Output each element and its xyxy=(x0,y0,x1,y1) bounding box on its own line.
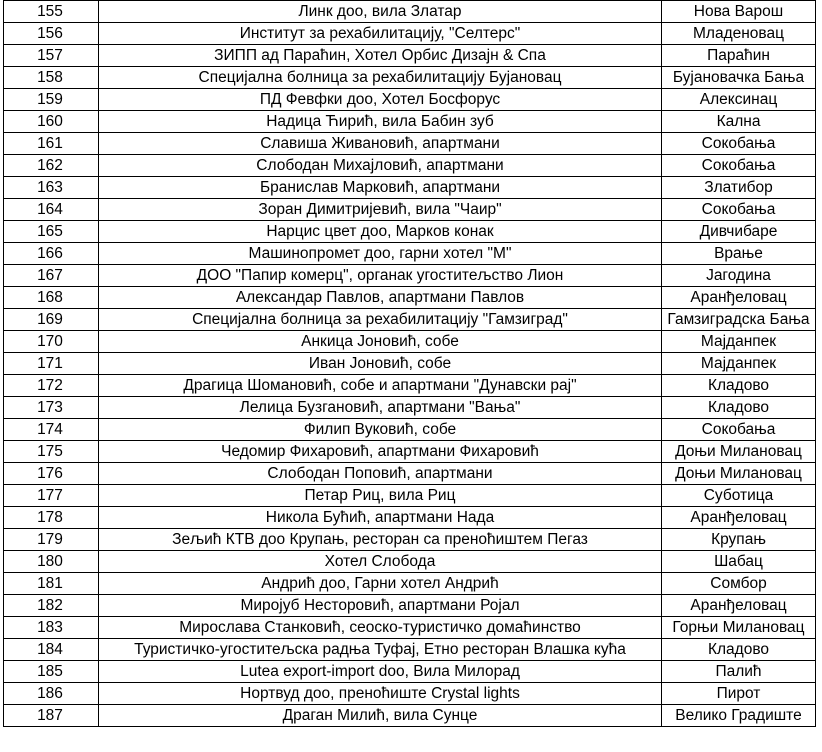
row-number: 185 xyxy=(4,661,99,683)
establishment-name: Чедомир Фихаровић, апартмани Фихаровић xyxy=(99,441,662,463)
table-row xyxy=(4,595,816,617)
row-number: 158 xyxy=(4,67,99,89)
place-name: Бујановачка Бања xyxy=(662,67,816,89)
establishment-name: Лелица Бузгановић, апартмани "Вања" xyxy=(99,397,662,419)
table-row xyxy=(4,551,816,573)
place-name: Суботица xyxy=(662,485,816,507)
establishment-name: Миројуб Несторовић, апартмани Ројал xyxy=(99,595,662,617)
table-row xyxy=(4,133,816,155)
establishment-name: Нарцис цвет доо, Марков конак xyxy=(99,221,662,243)
row-number: 176 xyxy=(4,463,99,485)
table-row xyxy=(4,89,816,111)
establishment-name: Специјална болница за рехабилитацију "Гамзиград" xyxy=(99,309,662,331)
establishment-name: Славиша Живановић, апартмани xyxy=(99,133,662,155)
row-number: 156 xyxy=(4,23,99,45)
table-row xyxy=(4,485,816,507)
establishment-name: Зељић КТВ доо Крупањ, ресторан са преноћиштем Пегаз xyxy=(99,529,662,551)
row-number: 160 xyxy=(4,111,99,133)
place-name: Сокобања xyxy=(662,419,816,441)
table-row xyxy=(4,67,816,89)
table-row xyxy=(4,463,816,485)
table-row xyxy=(4,639,816,661)
establishment-name: Драган Милић, вила Сунце xyxy=(99,705,662,727)
place-name: Мајданпек xyxy=(662,353,816,375)
table-row xyxy=(4,419,816,441)
place-name: Доњи Милановац xyxy=(662,441,816,463)
place-name: Палић xyxy=(662,661,816,683)
place-name: Младеновац xyxy=(662,23,816,45)
row-number: 171 xyxy=(4,353,99,375)
establishment-name: Lutea export-import doo, Вила Милорад xyxy=(99,661,662,683)
row-number: 179 xyxy=(4,529,99,551)
row-number: 181 xyxy=(4,573,99,595)
establishment-name: Мирослава Станковић, сеоско-туристичко домаћинство xyxy=(99,617,662,639)
place-name: Крупањ xyxy=(662,529,816,551)
establishment-name: ДОО "Папир комерц", органак угоститељство Лион xyxy=(99,265,662,287)
establishment-name: Линк доо, вила Златар xyxy=(99,1,662,23)
row-number: 163 xyxy=(4,177,99,199)
table-row xyxy=(4,155,816,177)
row-number: 166 xyxy=(4,243,99,265)
place-name: Доњи Милановац xyxy=(662,463,816,485)
table-row xyxy=(4,111,816,133)
establishment-name: Андрић доо, Гарни хотел Андрић xyxy=(99,573,662,595)
row-number: 172 xyxy=(4,375,99,397)
place-name: Мајданпек xyxy=(662,331,816,353)
establishment-name: Иван Јоновић, собе xyxy=(99,353,662,375)
establishment-name: ПД Февфки доо, Хотел Босфорус xyxy=(99,89,662,111)
establishment-name: Хотел Слобода xyxy=(99,551,662,573)
place-name: Пирот xyxy=(662,683,816,705)
place-name: Кладово xyxy=(662,375,816,397)
establishment-name: Слободан Поповић, апартмани xyxy=(99,463,662,485)
place-name: Сокобања xyxy=(662,199,816,221)
table-row xyxy=(4,507,816,529)
place-name: Кална xyxy=(662,111,816,133)
establishment-name: Петар Риц, вила Риц xyxy=(99,485,662,507)
establishment-name: Анкица Јоновић, собе xyxy=(99,331,662,353)
table-row xyxy=(4,265,816,287)
table-row xyxy=(4,573,816,595)
row-number: 162 xyxy=(4,155,99,177)
table-row xyxy=(4,353,816,375)
place-name: Дивчибаре xyxy=(662,221,816,243)
place-name: Аранђеловац xyxy=(662,507,816,529)
place-name: Нова Варош xyxy=(662,1,816,23)
place-name: Кладово xyxy=(662,397,816,419)
row-number: 155 xyxy=(4,1,99,23)
establishment-name: Бранислав Марковић, апартмани xyxy=(99,177,662,199)
place-name: Врање xyxy=(662,243,816,265)
table-row xyxy=(4,309,816,331)
table-row xyxy=(4,1,816,23)
establishment-name: Машинопромет доо, гарни хотел "М" xyxy=(99,243,662,265)
row-number: 174 xyxy=(4,419,99,441)
table-row xyxy=(4,529,816,551)
row-number: 187 xyxy=(4,705,99,727)
row-number: 177 xyxy=(4,485,99,507)
place-name: Алексинац xyxy=(662,89,816,111)
table-row xyxy=(4,397,816,419)
establishment-name: Драгица Шомановић, собе и апартмани "Дунавски рај" xyxy=(99,375,662,397)
row-number: 186 xyxy=(4,683,99,705)
row-number: 164 xyxy=(4,199,99,221)
establishment-name: Институт за рехабилитацију, "Селтерс" xyxy=(99,23,662,45)
row-number: 168 xyxy=(4,287,99,309)
establishment-name: Слободан Михајловић, апартмани xyxy=(99,155,662,177)
table-row xyxy=(4,221,816,243)
establishment-name: Александар Павлов, апартмани Павлов xyxy=(99,287,662,309)
place-name: Шабац xyxy=(662,551,816,573)
table-row xyxy=(4,441,816,463)
place-name: Златибор xyxy=(662,177,816,199)
row-number: 169 xyxy=(4,309,99,331)
row-number: 157 xyxy=(4,45,99,67)
table-row xyxy=(4,287,816,309)
place-name: Гамзиградска Бања xyxy=(662,309,816,331)
table-row xyxy=(4,661,816,683)
establishment-name: ЗИПП ад Параћин, Хотел Орбис Дизајн & Спа xyxy=(99,45,662,67)
row-number: 161 xyxy=(4,133,99,155)
table-row xyxy=(4,23,816,45)
place-name: Сомбор xyxy=(662,573,816,595)
row-number: 159 xyxy=(4,89,99,111)
row-number: 180 xyxy=(4,551,99,573)
accommodation-table xyxy=(3,0,816,727)
establishment-name: Надица Ћирић, вила Бабин зуб xyxy=(99,111,662,133)
row-number: 170 xyxy=(4,331,99,353)
table-row xyxy=(4,45,816,67)
row-number: 178 xyxy=(4,507,99,529)
place-name: Параћин xyxy=(662,45,816,67)
establishment-name: Специјална болница за рехабилитацију Бујановац xyxy=(99,67,662,89)
row-number: 183 xyxy=(4,617,99,639)
place-name: Горњи Милановац xyxy=(662,617,816,639)
place-name: Сокобања xyxy=(662,155,816,177)
place-name: Сокобања xyxy=(662,133,816,155)
establishment-name: Никола Бућић, апартмани Нада xyxy=(99,507,662,529)
establishment-name: Туристичко-угоститељска радња Туфај, Етно ресторан Влашка кућа xyxy=(99,639,662,661)
table-row xyxy=(4,617,816,639)
table-row xyxy=(4,331,816,353)
place-name: Јагодина xyxy=(662,265,816,287)
place-name: Велико Градиште xyxy=(662,705,816,727)
establishment-name: Нортвуд доо, преноћиште Crystal lights xyxy=(99,683,662,705)
table-row xyxy=(4,683,816,705)
row-number: 175 xyxy=(4,441,99,463)
table-row xyxy=(4,177,816,199)
row-number: 165 xyxy=(4,221,99,243)
row-number: 182 xyxy=(4,595,99,617)
table-row xyxy=(4,199,816,221)
row-number: 173 xyxy=(4,397,99,419)
row-number: 167 xyxy=(4,265,99,287)
row-number: 184 xyxy=(4,639,99,661)
place-name: Аранђеловац xyxy=(662,287,816,309)
table-row xyxy=(4,243,816,265)
table-row xyxy=(4,705,816,727)
place-name: Кладово xyxy=(662,639,816,661)
place-name: Аранђеловац xyxy=(662,595,816,617)
table-body xyxy=(4,1,816,727)
establishment-name: Филип Вуковић, собе xyxy=(99,419,662,441)
table-row xyxy=(4,375,816,397)
establishment-name: Зоран Димитријевић, вила "Чаир" xyxy=(99,199,662,221)
